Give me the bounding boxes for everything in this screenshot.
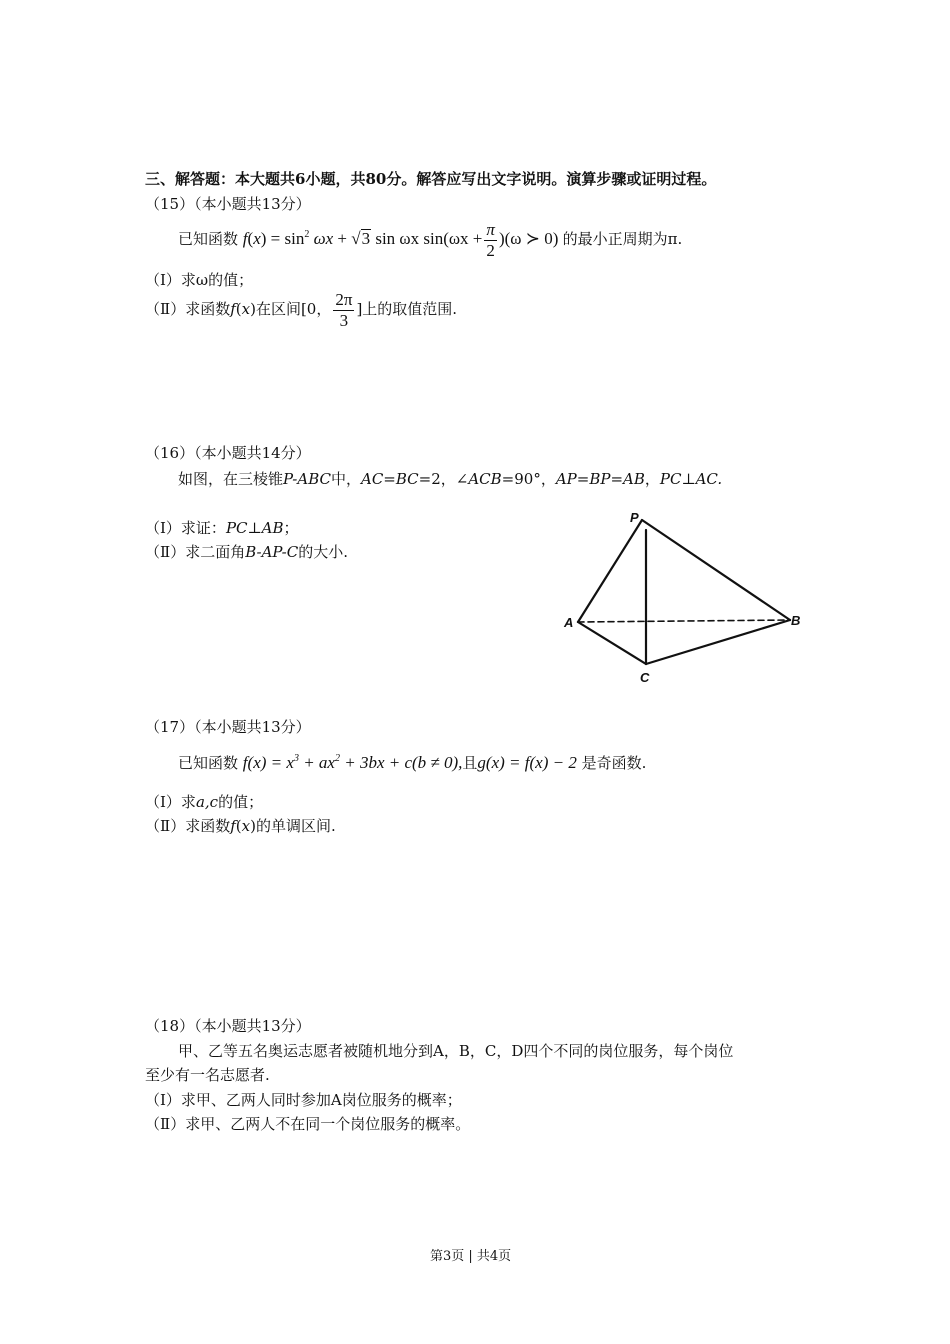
- q17-g-formula: g(x) = f(x) − 2: [477, 753, 577, 772]
- edge-pa: [578, 520, 642, 622]
- q17-part2: （Ⅱ）求函数f(x)的单调区间.: [145, 817, 336, 835]
- q15-tail: 的最小正周期为π.: [562, 229, 683, 248]
- q17-part1: （Ⅰ）求a,c的值；: [145, 793, 264, 811]
- q15-part2: （Ⅱ）求函数f(x)在区间[0， $\frac{2\pi}{3}$ ]上的取值范围.: [145, 290, 458, 330]
- tetrahedron-figure: [560, 508, 810, 688]
- q18-line2: 至少有一名志愿者.: [145, 1066, 270, 1084]
- edge-bc: [646, 620, 790, 664]
- q18-header: （18）（本小题共13分）: [145, 1017, 311, 1035]
- q15-header: （15）（本小题共13分）: [145, 195, 311, 213]
- q17-stem: 已知函数 $f(x) = x^3 + ax^2 + 3bx + c(b \ne 0)$,且g(x) = f(x) − 2 是奇函数.: [178, 753, 647, 772]
- label-c: C: [640, 670, 650, 685]
- q16-part2: （Ⅱ）求二面角B-AP-C的大小.: [145, 543, 349, 561]
- q17-formula: $f(x) = x^3 + ax^2 + 3bx + c(b \ne 0)$,: [242, 753, 463, 772]
- edge-ac: [578, 622, 646, 664]
- q15-stem: [178, 220, 682, 260]
- section-title: 三、解答题：本大题共6小题，共80分。解答应写出文字说明。演算步骤或证明过程。: [145, 170, 717, 188]
- label-a: A: [564, 615, 574, 630]
- q15-2pi-over-3: $\frac{2\pi}{3}$: [335, 290, 353, 330]
- q18-line1: 甲、乙等五名奥运志愿者被随机地分到A，B，C，D四个不同的岗位服务，每个岗位: [178, 1042, 734, 1060]
- q16-header: （16）（本小题共14分）: [145, 444, 311, 462]
- page-footer: 第3页 | 共4页: [430, 1249, 512, 1264]
- label-b: B: [791, 613, 801, 628]
- label-p: P: [630, 510, 639, 525]
- edge-ab-hidden: [578, 620, 790, 622]
- q16-stem: 如图，在三棱锥P-ABC中，AC=BC=2，∠ACB=90°，AP=BP=AB，PC⊥AC.: [178, 470, 723, 488]
- q15-formula: $f(x) = \sin^2 \omega x + √3$ sin ωx sin(ωx + $\frac{\pi}{2}$ )(ω ≻ 0): [242, 220, 559, 260]
- edge-pb: [642, 520, 790, 620]
- q15-part1: （Ⅰ）求ω的值；: [145, 271, 254, 289]
- q16-part1: （Ⅰ）求证：PC⊥AB；: [145, 519, 299, 537]
- q15-intro: 已知函数: [178, 229, 239, 248]
- q18-part2: （Ⅱ）求甲、乙两人不在同一个岗位服务的概率。: [145, 1115, 471, 1133]
- q15-pi-over-2: $\frac{\pi}{2}$: [486, 220, 495, 260]
- q18-part1: （Ⅰ）求甲、乙两人同时参加A岗位服务的概率；: [145, 1091, 462, 1109]
- q17-header: （17）（本小题共13分）: [145, 718, 311, 736]
